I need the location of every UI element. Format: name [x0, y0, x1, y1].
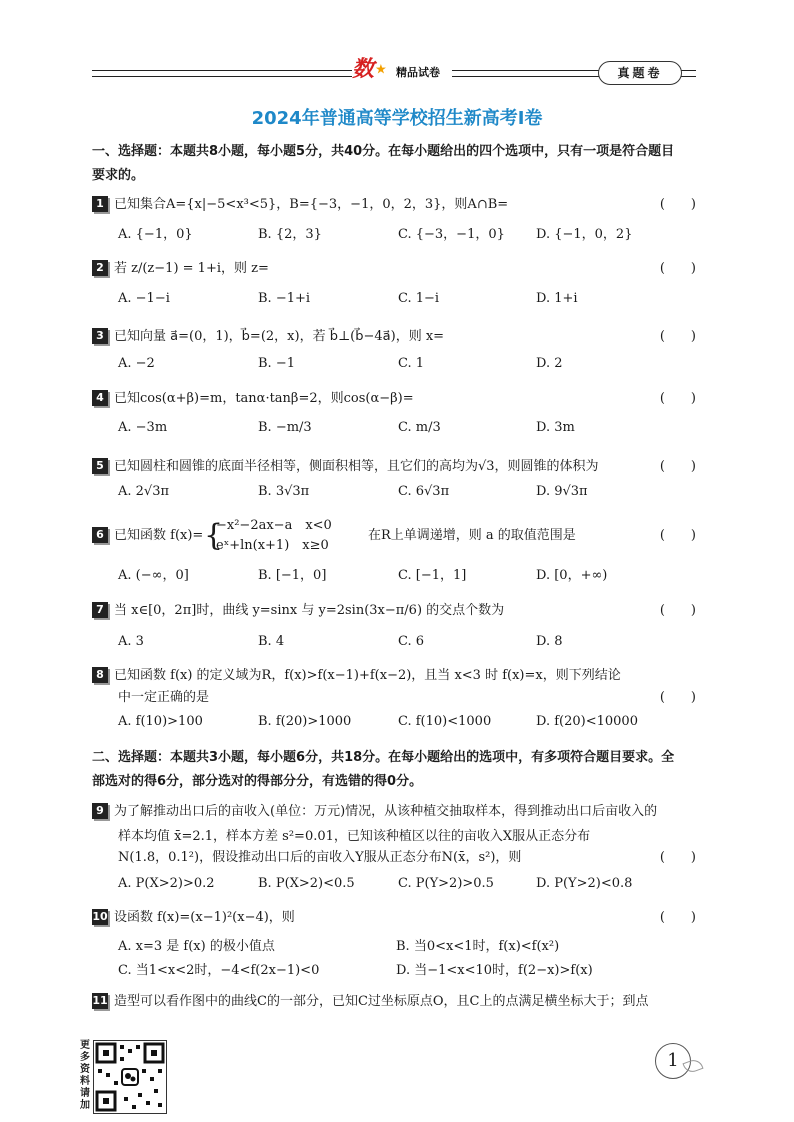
question-stem-a: 已知函数 f(x)=: [114, 528, 204, 543]
qr-caption: 更多资料请加: [80, 1040, 90, 1111]
question-9-line-2: 样本均值 x̄=2.1，样本方差 s²=0.01，已知该种植区以往的亩收入X服从正态分布: [118, 829, 591, 844]
question-8-continued: [92, 688, 704, 708]
option-a: A. −2: [118, 356, 155, 371]
option-c: C. 6√3π: [398, 484, 450, 499]
question-stem-b: 在R上单调递增，则 a 的取值范围是: [368, 528, 576, 543]
piecewise-case-1: −x²−2ax−a x<0: [216, 518, 332, 533]
question-stem: 已知cos(α+β)=m，tanα·tanβ=2，则cos(α−β)=: [114, 391, 414, 406]
option-d: D. 8: [536, 634, 563, 649]
question-2: [92, 259, 704, 279]
option-c: C. 6: [398, 634, 425, 649]
question-stem: 已知圆柱和圆锥的底面半径相等，侧面积相等，且它们的高均为√3，则圆锥的体积为: [114, 459, 599, 474]
question-number: 3: [92, 328, 108, 344]
option-b: B. 当0<x<1时，f(x)<f(x²): [396, 939, 560, 954]
question-stem-line-1: 为了解推动出口后的亩收入(单位：万元)情况，从该种植交抽取样本，得到推动出口后亩收入的: [114, 804, 658, 819]
answer-blank: ( ): [659, 459, 696, 474]
answer-blank: ( ): [659, 850, 696, 865]
question-9-line-3-row: [92, 848, 704, 868]
option-d: D. [0，+∞): [536, 568, 608, 583]
question-stem: 已知集合A={x|−5<x³<5}，B={−3，−1，0，2，3}，则A∩B=: [114, 197, 509, 212]
option-b: B. P(X>2)<0.5: [258, 876, 355, 891]
question-6: [92, 518, 704, 553]
option-a: A. f(10)>100: [118, 714, 203, 729]
option-c: C. 1: [398, 356, 425, 371]
question-stem: 已知向量 a⃗=(0，1)，b⃗=(2，x)，若 b⃗⊥(b⃗−4a⃗)，则 x=: [114, 329, 445, 344]
option-c: C. P(Y>2)>0.5: [398, 876, 494, 891]
question-number: 10: [92, 910, 108, 923]
answer-blank: ( ): [659, 528, 696, 543]
option-b: B. [−1，0]: [258, 568, 327, 583]
option-d: D. 9√3π: [536, 484, 588, 499]
page-title: 2024年普通高等学校招生新高考Ⅰ卷: [251, 108, 543, 129]
option-d: D. 2: [536, 356, 563, 371]
answer-blank: ( ): [659, 329, 696, 344]
answer-blank: ( ): [659, 197, 696, 212]
question-8: [92, 666, 704, 686]
section-2-line-2: 部选对的得6分，部分选对的得部分分，有选错的得0分。: [92, 774, 423, 789]
option-a: A. x=3 是 f(x) 的极小值点: [118, 939, 275, 954]
piecewise-case-2: eˣ+ln(x+1) x≥0: [216, 538, 329, 553]
page-number: 1: [655, 1043, 691, 1079]
option-d: D. 当−1<x<10时，f(2−x)>f(x): [396, 963, 593, 978]
question-stem-2: 中一定正确的是: [118, 690, 210, 705]
option-c: C. {−3，−1，0}: [398, 227, 505, 242]
option-c: C. f(10)<1000: [398, 714, 492, 729]
option-d: D. P(Y>2)<0.8: [536, 876, 633, 891]
section-2-line-1: 二、选择题：本题共3小题，每小题6分，共18分。在每小题给出的选项中，有多项符合题目要求。全: [92, 750, 675, 765]
option-b: B. 4: [258, 634, 285, 649]
qr-code-icon: [93, 1040, 167, 1114]
option-b: B. −1: [258, 356, 295, 371]
option-b: B. {2，3}: [258, 227, 322, 242]
question-number: 8: [92, 667, 108, 683]
question-7: [92, 601, 704, 621]
question-number: 2: [92, 260, 108, 276]
qr-pattern: [94, 1041, 166, 1113]
option-d: D. 1+i: [536, 291, 578, 306]
question-number: 11: [92, 994, 108, 1007]
option-b: B. −m/3: [258, 420, 312, 435]
question-stem: 已知函数 f(x) 的定义域为R，f(x)>f(x−1)+f(x−2)，且当 x<3 时 f(x)=x，则下列结论: [114, 668, 621, 683]
question-number: 5: [92, 458, 108, 474]
option-b: B. f(20)>1000: [258, 714, 352, 729]
option-a: A. (−∞，0]: [118, 568, 189, 583]
question-1: [92, 195, 704, 215]
question-stem: 设函数 f(x)=(x−1)²(x−4)，则: [114, 910, 295, 925]
brand-logo: [352, 52, 452, 86]
option-a: A. 2√3π: [118, 484, 170, 499]
piecewise-brace-icon: {: [204, 518, 224, 553]
section-2-heading: [92, 746, 704, 794]
logo-mark-icon: 数⋆: [352, 57, 388, 82]
option-a: A. 3: [118, 634, 144, 649]
question-number: 1: [92, 196, 108, 212]
option-a: A. −1−i: [118, 291, 170, 306]
option-c: C. [−1，1]: [398, 568, 467, 583]
option-d: D. {−1，0，2}: [536, 227, 633, 242]
answer-blank: ( ): [659, 603, 696, 618]
question-number: 7: [92, 602, 108, 618]
option-d: D. f(20)<10000: [536, 714, 638, 729]
section-1-line-2: 要求的。: [92, 168, 145, 183]
option-b: B. −1+i: [258, 291, 311, 306]
option-c: C. 1−i: [398, 291, 440, 306]
question-stem: 造型可以看作图中的曲线C的一部分，已知C过坐标原点O，且C上的点满足横坐标大于；到点: [114, 994, 649, 1009]
option-a: A. {−1，0}: [118, 227, 193, 242]
question-stem-line-3: N(1.8，0.1²)，假设推动出口后的亩收入Y服从正态分布N(x̄，s²)，则: [118, 850, 522, 865]
option-b: B. 3√3π: [258, 484, 310, 499]
section-1-heading: [92, 140, 704, 188]
question-3: [92, 327, 704, 347]
section-1-line-1: 一、选择题：本题共8小题，每小题5分，共40分。在每小题给出的四个选项中，只有一项是符合题目: [92, 144, 675, 159]
option-a: A. P(X>2)>0.2: [118, 876, 215, 891]
option-a: A. −3m: [118, 420, 168, 435]
answer-blank: ( ): [659, 391, 696, 406]
question-11: [92, 992, 704, 1012]
question-4: [92, 389, 704, 409]
question-stem: 当 x∈[0，2π]时，曲线 y=sinx 与 y=2sin(3x−π/6) 的交点个数为: [114, 603, 505, 618]
option-c: C. 当1<x<2时，−4<f(2x−1)<0: [118, 963, 320, 978]
answer-blank: ( ): [659, 910, 696, 925]
question-10: [92, 908, 704, 928]
question-5: [92, 457, 704, 477]
option-c: C. m/3: [398, 420, 441, 435]
question-9: [92, 802, 704, 822]
answer-blank: ( ): [659, 690, 696, 705]
question-number: 4: [92, 390, 108, 406]
brand-label: 精品试卷: [396, 66, 440, 79]
exam-type-badge: 真题卷: [598, 61, 682, 85]
answer-blank: ( ): [659, 261, 696, 276]
question-number: 9: [92, 803, 108, 819]
option-d: D. 3m: [536, 420, 575, 435]
question-number: 6: [92, 527, 108, 543]
question-stem: 若 z/(z−1) = 1+i，则 z=: [114, 261, 269, 276]
